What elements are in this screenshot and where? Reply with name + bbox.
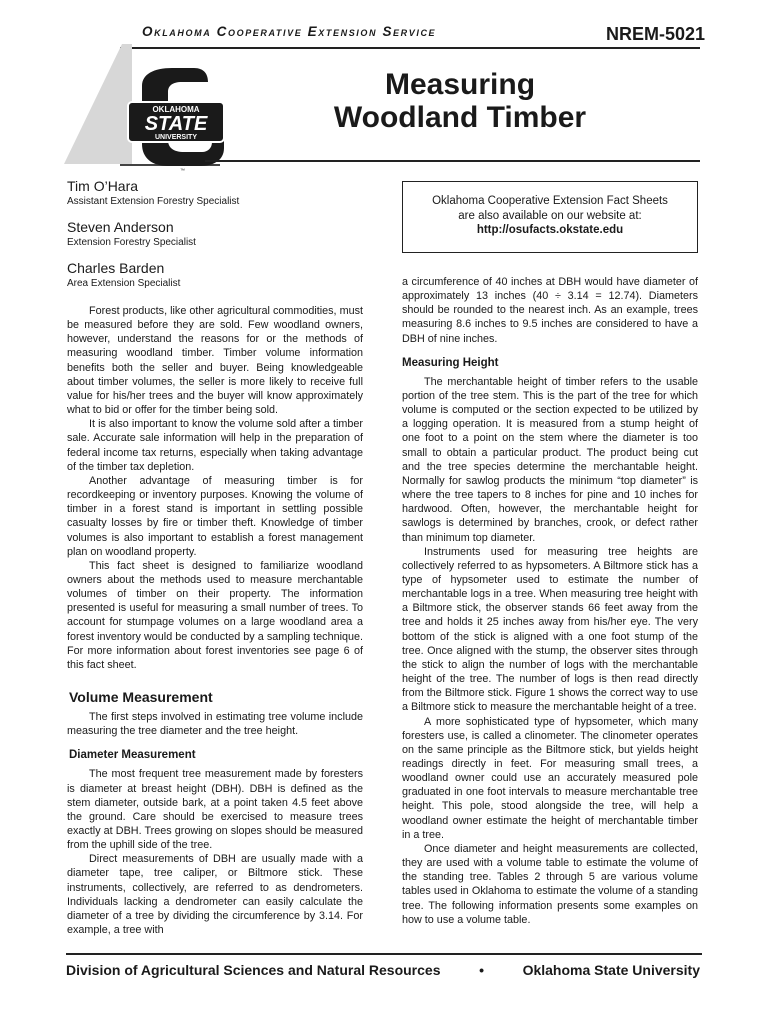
right-column xyxy=(402,275,698,927)
footer xyxy=(66,962,700,978)
body-paragraph: This fact sheet is designed to familiarize woodland owners about the methods used to measure merchantable volumes of timber on their property. The information presented is useful for measuring a small number of trees. To account for stumpage volumes on a large woodland area a forest inventory would be conducted by a sampling technique. For more information about forest inventories see page 6 of this fact sheet. xyxy=(67,559,363,671)
logo-line1: OKLAHOMA xyxy=(152,105,200,114)
footer-bullet: • xyxy=(479,962,484,978)
body-paragraph: a circumference of 40 inches at DBH would have diameter of approximately 13 inches (40 ÷ 3.14 = 12.74). Diameters should be rounded to the nearest inch. As an example, trees measuring 8.6 inches to 9.5 inches are considered to have a DBH of nine inches. xyxy=(402,276,698,345)
fact-sheet-notice xyxy=(402,181,698,253)
author-name: Charles Barden xyxy=(67,260,165,276)
title-line-1: Measuring xyxy=(384,68,536,101)
title-rule xyxy=(205,160,700,162)
page-title xyxy=(300,68,620,134)
subsection-heading-diameter: Diameter Measurement xyxy=(69,749,196,762)
logo-line2: STATE xyxy=(144,113,208,135)
footer-rule xyxy=(66,953,702,955)
body-paragraph: Another advantage of measuring timber is for recordkeeping or inventory purposes. Knowing the volume of timber in a forest stand is important in settling possible casualty losses by fire or timber theft. Knowledge of timber volumes is also important to establish a forest management plan on woodland property. xyxy=(67,474,363,558)
logo-line3: UNIVERSITY xyxy=(154,134,198,141)
author-name: Steven Anderson xyxy=(67,219,174,235)
title-line-2: Woodland Timber xyxy=(333,101,587,134)
subsection-heading-height: Measuring Height xyxy=(402,356,499,369)
body-paragraph: The first steps involved in estimating tree volume include measuring the tree diameter and the tree height. xyxy=(67,711,363,738)
body-paragraph: Instruments used for measuring tree heights are collectively referred to as hypsometers. A Biltmore stick has a type of hypsometer used to estimate the number of merchantable logs in a tree. When measuring tree height with a Biltmore stick, the observer stands 66 feet away from the tree and holds it 25 inches away from his/her eye. The very bottom of the stick is aligned with a one foot stump of the tree. Once aligned with the stump, the observer sites through the stick to align the number of logs with the merchantable height of the tree. The number of logs is then read directly from the Biltmore stick. Figure 1 shows the correct way to use a Biltmore stick to measure the merchantable height of a tree. xyxy=(402,545,698,714)
author-block xyxy=(67,178,367,208)
left-column xyxy=(67,304,363,937)
fact-box-line1: Oklahoma Cooperative Extension Fact Sheets xyxy=(432,195,668,207)
author-role: Area Extension Specialist xyxy=(67,278,181,289)
body-paragraph: A more sophisticated type of hypsometer, which many foresters use, is called a clinometer. The clinometer operates on the same principle as the Biltmore stick, but yields height readings directly in feet. For measuring small trees, a woodland owner could use an accurately measured pole graduated in one foot intervals to measure merchantable tree height. This pole, stood alongside the tree, will help a woodland owner estimate the height of merchantable timber in a tree. xyxy=(402,715,698,841)
author-role: Extension Forestry Specialist xyxy=(67,237,196,248)
section-heading-volume: Volume Measurement xyxy=(69,689,213,706)
footer-division: Division of Agricultural Sciences and Natural Resources xyxy=(66,962,441,978)
body-paragraph: It is also important to know the volume sold after a timber sale. Accurate sale information will help in the preparation of federal income tax returns, especially when taking advantage of the timber tax depletion. xyxy=(67,418,363,473)
body-paragraph: Forest products, like other agricultural commodities, must be measured before they are sold. Few woodland owners, however, understand the reasons for or the methods of measuring woodland timber. Timber volume information benefits both the seller and buyer. Being knowledgeable about timber volumes, the seller is more likely to receive full value for his/her trees and the buyer will know approximately what to bid or offer for the timber being sold. xyxy=(67,305,363,417)
author-role: Assistant Extension Forestry Specialist xyxy=(67,196,240,207)
fact-box-line2: are also available on our website at: xyxy=(458,209,642,222)
logo-trademark: ™ xyxy=(180,168,185,172)
extension-service-heading: Oklahoma Cooperative Extension Service xyxy=(142,24,437,39)
osu-logo-graphic xyxy=(64,44,224,172)
body-paragraph: The most frequent tree measurement made by foresters is diameter at breast height (DBH). DBH is defined as the stem diameter, outside bark, at a point taken 4.5 feet above the ground. Care should be exercised to measure trees exactly at DBH. Trees growing on slopes should be measured from the uphill side of the tree. xyxy=(67,768,363,852)
body-paragraph: Once diameter and height measurements are collected, they are used with a volume table to estimate the volume of the standing tree. Tables 2 through 5 are various volume tables used in Oklahoma to estimate the volume of a standing tree. The following information presents some examples on how to use a volume table. xyxy=(402,842,698,926)
footer-university: Oklahoma State University xyxy=(522,962,700,978)
document-number: NREM-5021 xyxy=(606,24,706,44)
author-block xyxy=(67,260,367,290)
author-block xyxy=(67,219,367,249)
body-paragraph: Direct measurements of DBH are usually made with a diameter tape, tree caliper, or Biltmore stick. These instruments, collectively, are referred to as dendrometers. Individuals lacking a dendrometer can easily calculate the diameter of a tree by dividing the circumference by 3.14. For example, a tree with xyxy=(67,853,363,937)
author-name: Tim O’Hara xyxy=(67,178,139,194)
fact-box-url[interactable]: http://osufacts.okstate.edu xyxy=(476,224,624,236)
body-paragraph: The merchantable height of timber refers to the usable portion of the tree stem. This is the part of the tree for which volume is computed or the section expected to be utilized by a logging operation. It is measured from a stump height of one foot to a point on the stem where the diameter is too small to obtain a particular product. The product being cut and the tree species determine the merchantable height. Normally for sawlog products the minimum “top diameter” is where the tree tapers to 8 inches for pine and 10 inches for hardwood. Often, however, the merchantable height for sawlogs is determined by branches, crook, or defect rather than minimum top diameter. xyxy=(402,375,698,544)
osu-logo xyxy=(64,44,224,172)
